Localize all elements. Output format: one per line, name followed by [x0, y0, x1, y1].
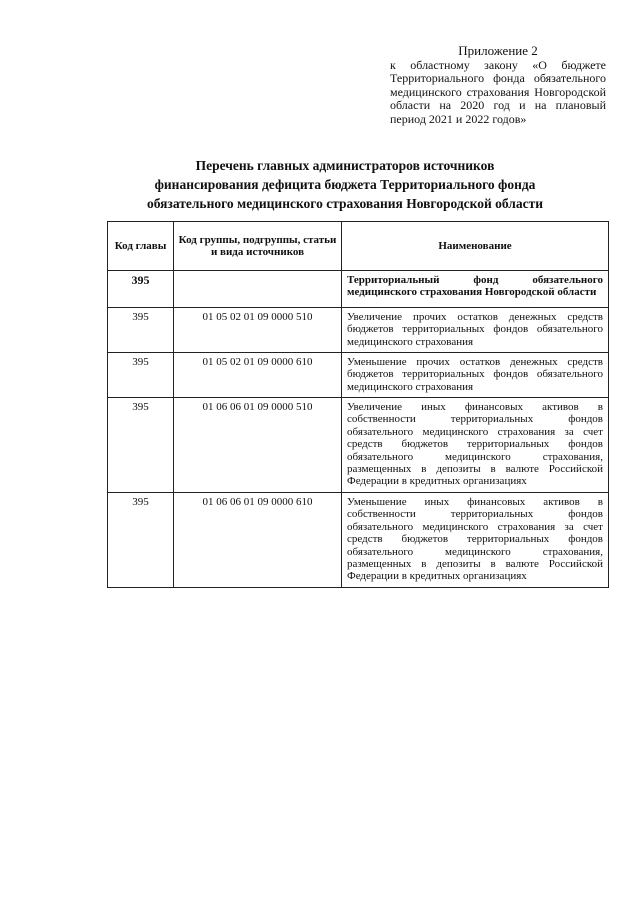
appendix-law-reference: к областному закону «О бюджете Территориального фонда обязательного медицинского страхования Новгородской области на 2020 год и на плановый период 2021 и 2022 годов»: [390, 57, 606, 126]
header-source-code: Код группы, подгруппы, статьи и вида источников: [174, 222, 342, 271]
cell-name: Увеличение прочих остатков денежных средств бюджетов территориальных фондов обязательного медицинского страхования: [342, 308, 609, 353]
cell-code: 395: [108, 308, 174, 353]
cell-source-code: 01 06 06 01 09 0000 510: [174, 398, 342, 493]
appendix-number: Приложение 2: [458, 43, 538, 58]
cell-name: Территориальный фонд обязательного медицинского страхования Новгородской области: [342, 271, 609, 308]
cell-code: 395: [108, 271, 174, 308]
title-line-1: Перечень главных администраторов источников: [195, 158, 495, 173]
cell-code: 395: [108, 493, 174, 588]
table-row: [108, 353, 609, 398]
table-header-row: [108, 222, 609, 271]
cell-code: 395: [108, 398, 174, 493]
cell-name: Уменьшение иных финансовых активов в собственности территориальных фондов обязательного медицинского страхования за счет средств бюджетов территориальных фондов обязательного медицинского страхования, размещенных в депозиты в валюте Российской Федерации в кредитных организациях: [342, 493, 609, 588]
cell-name: Увеличение иных финансовых активов в собственности территориальных фондов обязательного медицинского страхования за счет средств бюджетов территориальных фондов обязательного медицинского страхования, размещенных в депозиты в валюте Российской Федерации в кредитных организациях: [342, 398, 609, 493]
cell-source-code: 01 06 06 01 09 0000 610: [174, 493, 342, 588]
title-line-3: обязательного медицинского страхования Новгородской области: [146, 196, 544, 211]
table-row: [108, 493, 609, 588]
appendix-note: [390, 44, 606, 127]
cell-source-code: [174, 271, 342, 308]
table-row: [108, 308, 609, 353]
table-row: [108, 398, 609, 493]
cell-source-code: 01 05 02 01 09 0000 610: [174, 353, 342, 398]
title-line-2: финансирования дефицита бюджета Территориального фонда: [154, 177, 536, 192]
cell-source-code: 01 05 02 01 09 0000 510: [174, 308, 342, 353]
header-name: Наименование: [342, 222, 609, 271]
cell-name: Уменьшение прочих остатков денежных средств бюджетов территориальных фондов обязательного медицинского страхования: [342, 353, 609, 398]
administrators-table: [107, 221, 609, 588]
cell-code: 395: [108, 353, 174, 398]
document-title: [95, 156, 595, 213]
table-row: [108, 271, 609, 308]
header-code: Код главы: [108, 222, 174, 271]
